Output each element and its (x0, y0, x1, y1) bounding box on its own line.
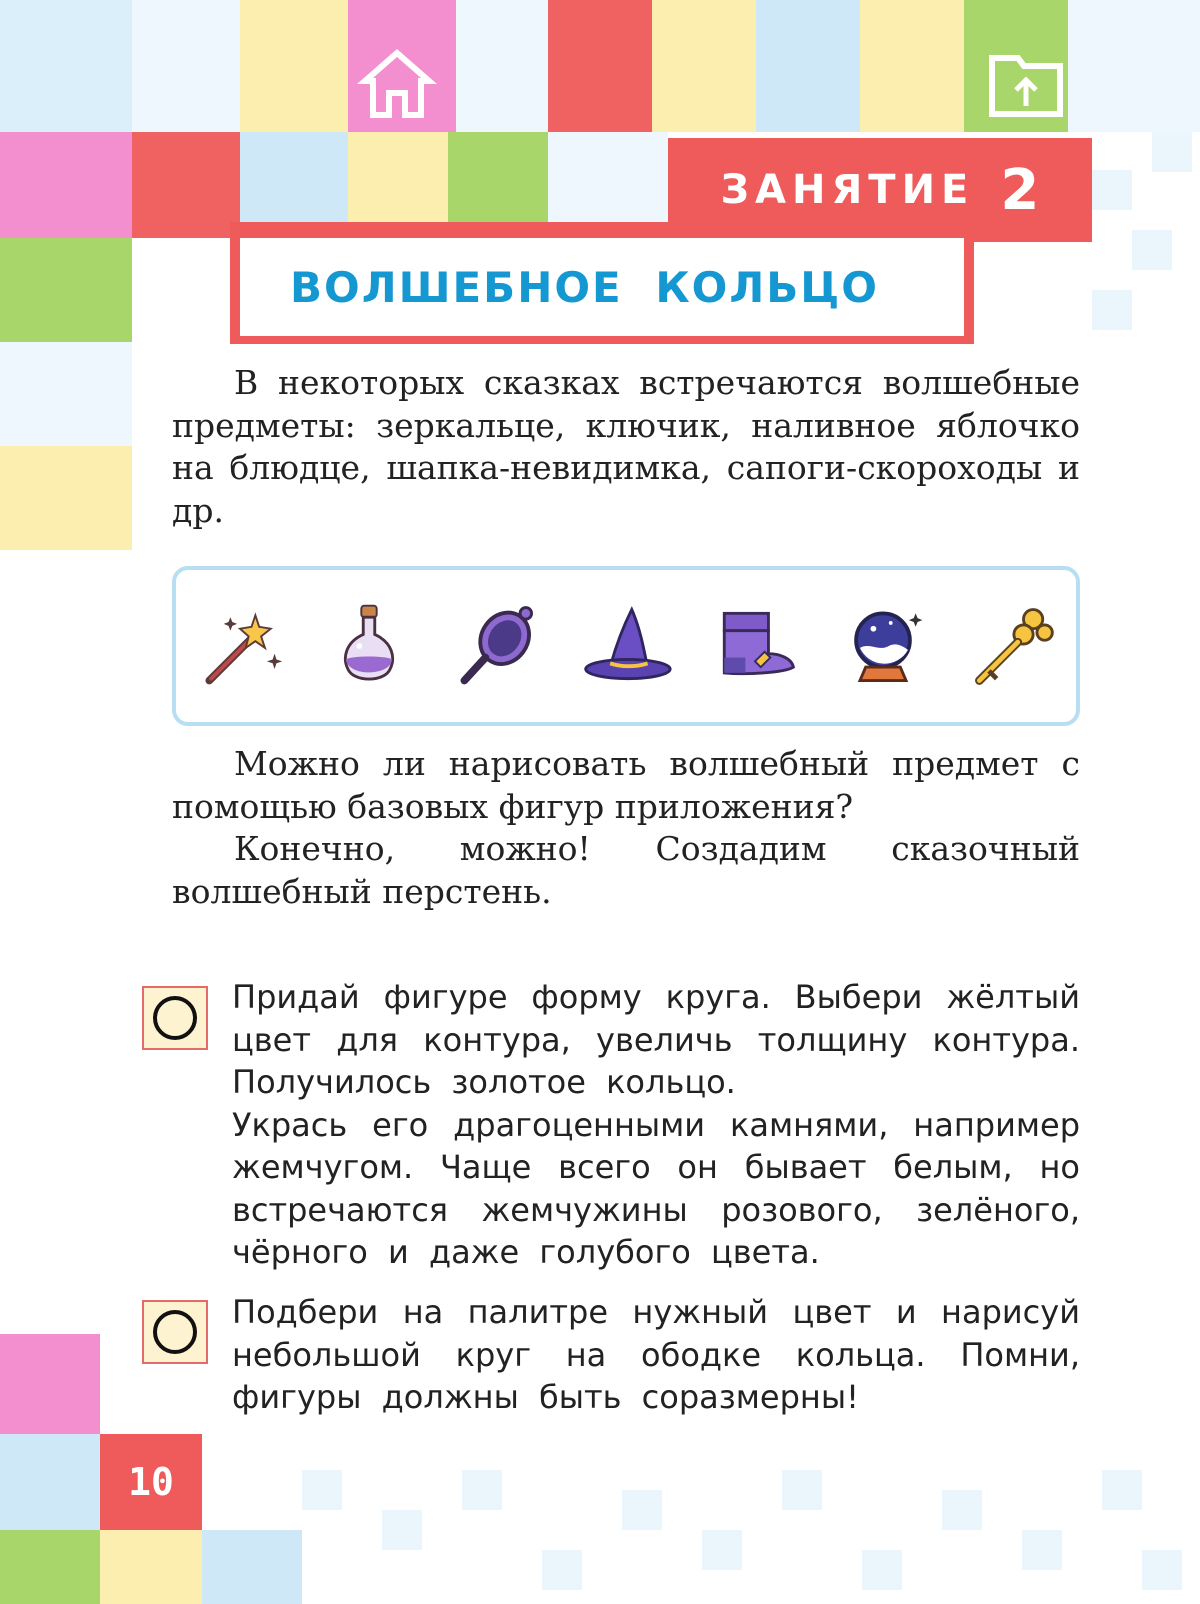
home-icon-graphic (357, 43, 437, 123)
task-1-shape-icon (142, 986, 208, 1050)
question-text: Можно ли нарисовать волшебный предмет с помощью базовых фигур приложения? (172, 744, 1080, 826)
task-2-line-1: Подбери на палитре нужный цвет и нарисуй небольшой круг на ободке кольца. Помни, фигуры должны быть соразмерны! (232, 1293, 1080, 1416)
title-panel (240, 238, 964, 336)
answer-text: Конечно, можно! Создадим сказочный волшебный перстень. (172, 829, 1080, 911)
question-paragraph (172, 743, 1080, 913)
page-title: ВОЛШЕБНОЕ КОЛЬЦО (290, 262, 879, 312)
home-icon[interactable] (352, 40, 442, 126)
task-1 (232, 976, 1080, 1274)
intro-paragraph (172, 362, 1080, 532)
magic-items-strip (172, 566, 1080, 726)
lesson-number: 2 (1000, 157, 1040, 223)
task-1-line-1: Придай фигуре форму круга. Выбери жёлтый цвет для контура, увеличь толщину контура. Получилось золотое кольцо. (232, 978, 1080, 1101)
intro-text: В некоторых сказках встречаются волшебные предметы: зеркальце, ключик, наливное яблочко на блюдце, шапка-невидимка, сапоги-скороходы и др. (172, 363, 1080, 530)
crystal-ball-icon (835, 596, 931, 696)
golden-key-icon (964, 596, 1060, 696)
folder-icon-graphic (986, 44, 1066, 122)
task-2-shape-icon (142, 1300, 208, 1364)
page-number: 10 (100, 1434, 202, 1530)
task-2 (232, 1291, 1080, 1419)
task-1-line-2: Укрась его драгоценными камнями, например жемчугом. Чаще всего он бывает белым, но встречаются жемчужины розового, зелёного, чёрного и даже голубого цвета. (232, 1105, 1080, 1271)
circle-shape-icon (153, 1310, 197, 1354)
lesson-label: ЗАНЯТИЕ (720, 167, 975, 213)
wizard-hat-icon (578, 596, 674, 696)
folder-icon[interactable] (980, 40, 1072, 126)
magic-mirror-icon (449, 596, 545, 696)
circle-shape-icon (153, 996, 197, 1040)
magic-wand-icon (192, 596, 288, 696)
magic-boots-icon (707, 596, 803, 696)
potion-flask-icon (321, 596, 417, 696)
title-frame (230, 222, 974, 344)
